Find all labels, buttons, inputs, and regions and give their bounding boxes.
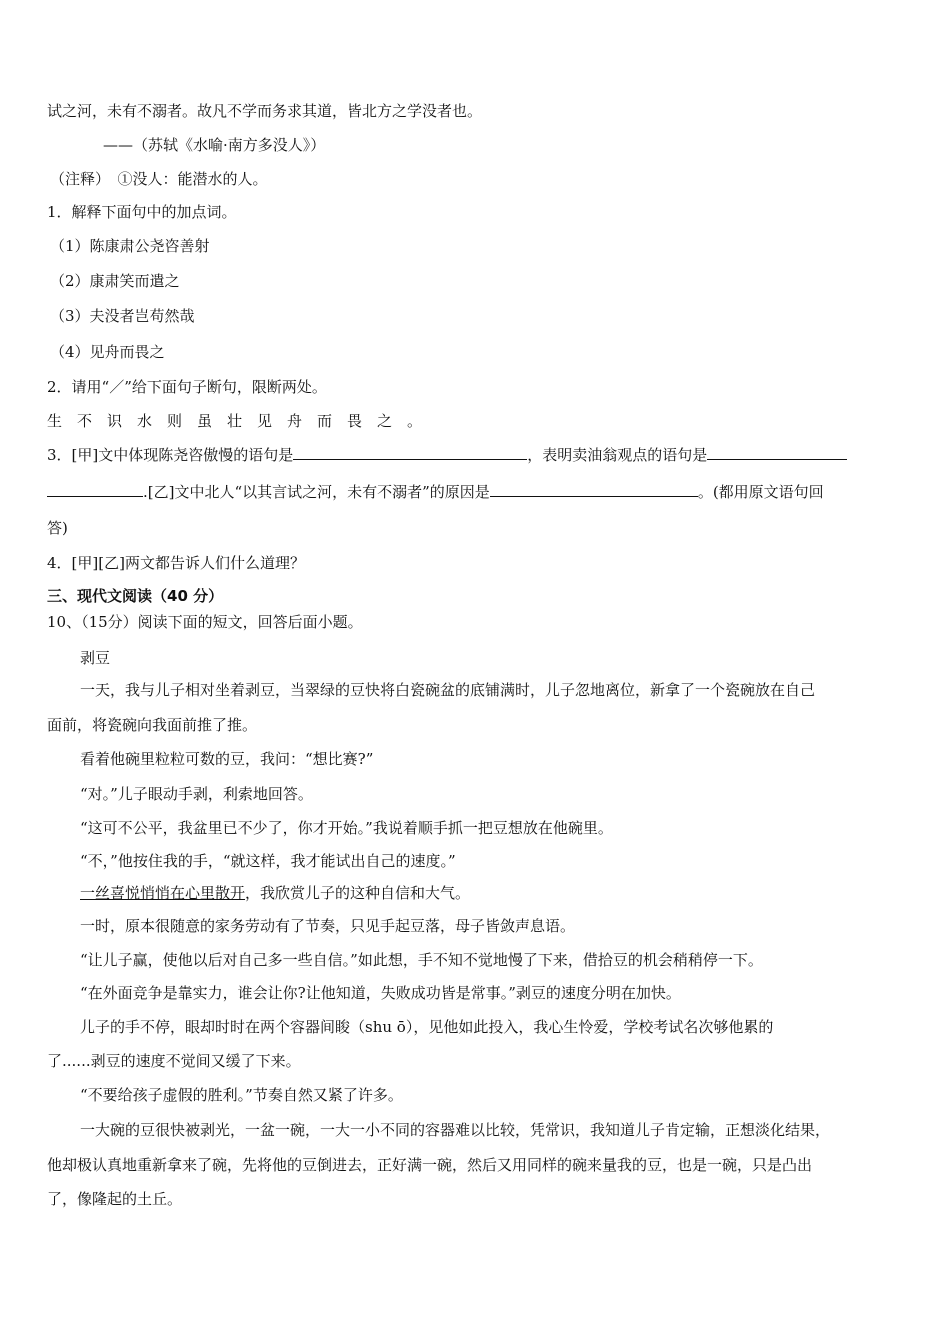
- passage-line: 他却极认真地重新拿来了碗，先将他的豆倒进去，正好满一碗，然后又用同样的碗来量我的豆，也是一碗，只是凸出: [47, 1156, 813, 1174]
- question-1-item: （4）见舟而畏之: [50, 343, 165, 361]
- classical-text-line: 试之河，未有不溺者。故凡不学而务求其道，皆北方之学没者也。: [47, 102, 483, 120]
- answer-blank[interactable]: [490, 482, 698, 497]
- answer-blank[interactable]: [293, 445, 527, 460]
- question-2-sentence: 生不识水则虽壮见舟而畏之。: [47, 412, 438, 430]
- question-3-prompt: ，表明卖油翁观点的语句是: [527, 446, 708, 464]
- question-4: 4．[甲][乙]两文都告诉人们什么道理？: [47, 554, 305, 572]
- passage-line: “这可不公平，我盆里已不少了，你才开始。”我说着顺手抓一把豆想放在他碗里。: [80, 819, 613, 837]
- passage-line: “不，”他按住我的手，“就这样，我才能试出自己的速度。”: [80, 852, 456, 870]
- passage-line: [80, 883, 470, 903]
- annotation-note: （注释） ①没人：能潜水的人。: [50, 170, 268, 188]
- question-1-item: （2）康肃笑而遣之: [50, 272, 180, 290]
- passage-line: 一天，我与儿子相对坐着剥豆，当翠绿的豆快将白瓷碗盆的底铺满时，儿子忽地离位，新拿了一个瓷碗放在自己: [80, 681, 816, 699]
- answer-blank[interactable]: [47, 482, 143, 497]
- passage-line: 一时，原本很随意的家务劳动有了节奏，只见手起豆落，母子皆敛声息语。: [80, 917, 576, 935]
- question-1: 1．解释下面句中的加点词。: [47, 203, 237, 221]
- question-1-item: （3）夫没者岂苟然哉: [50, 307, 195, 325]
- question-3-line-1: [47, 445, 847, 465]
- passage-line: 面前，将瓷碗向我面前推了推。: [47, 716, 258, 734]
- passage-line: “在外面竞争是靠实力，谁会让你?让他知道，失败成功皆是常事。”剥豆的速度分明在加快。: [80, 984, 681, 1002]
- question-2: 2．请用“／”给下面句子断句，限断两处。: [47, 378, 327, 396]
- passage-line: “不要给孩子虚假的胜利。”节奏自然又紧了许多。: [80, 1086, 403, 1104]
- underlined-phrase: 一丝喜悦悄悄在心里散开: [80, 884, 246, 902]
- question-10: 10、（15分）阅读下面的短文，回答后面小题。: [47, 613, 363, 631]
- question-3-line-2: [47, 482, 824, 502]
- question-3-line-3: 答): [47, 519, 68, 537]
- source-citation: ——（苏轼《水喻·南方多没人》）: [103, 136, 326, 154]
- answer-blank[interactable]: [707, 445, 847, 460]
- passage-line: 了，像隆起的土丘。: [47, 1190, 183, 1208]
- question-3-prompt: .[乙]文中北人“以其言试之河，未有不溺者”的原因是: [143, 483, 490, 501]
- passage-line: 了......剥豆的速度不觉间又缓了下来。: [47, 1052, 301, 1070]
- passage-line: 看着他碗里粒粒可数的豆，我问：“想比赛?”: [80, 750, 374, 768]
- passage-title: 剥豆: [80, 649, 111, 667]
- question-3-prompt: 。(都用原文语句回: [697, 483, 824, 501]
- passage-line: 一大碗的豆很快被剥光，一盆一碗，一大一小不同的容器难以比较，凭常识，我知道儿子肯定输，正想淡化结果，: [80, 1121, 831, 1139]
- question-3-prompt: 3．[甲]文中体现陈尧咨傲慢的语句是: [47, 446, 294, 464]
- passage-line: 儿子的手不停，眼却时时在两个容器间睃（shu ō），见他如此投入，我心生怜爱，学校考试名次够他累的: [80, 1018, 774, 1036]
- question-1-item: （1）陈康肃公尧咨善射: [50, 237, 210, 255]
- section-heading: 三、现代文阅读（40 分）: [47, 587, 224, 605]
- passage-line: “让儿子赢，使他以后对自己多一些自信。”如此想，手不知不觉地慢了下来，借拾豆的机会稍稍停一下。: [80, 951, 763, 969]
- passage-text: ，我欣赏儿子的这种自信和大气。: [245, 884, 471, 902]
- passage-line: “对。”儿子眼动手剥，利索地回答。: [80, 785, 313, 803]
